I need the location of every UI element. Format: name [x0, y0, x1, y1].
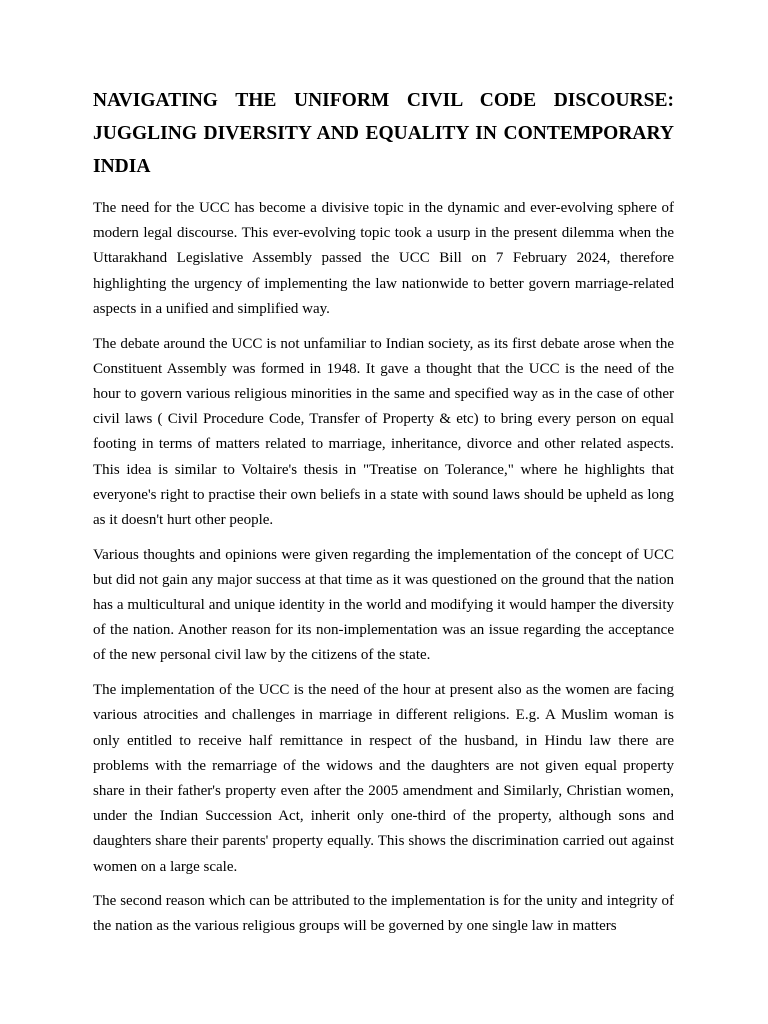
paragraph-5: The second reason which can be attributed to the implementation is for the unity and integrity of the nation as the various religious groups will be governed by one single law in matters	[93, 893, 674, 935]
paragraph-1: The need for the UCC has become a divisive topic in the dynamic and ever-evolving sphere of modern legal discourse. This ever-evolving topic took a usurp in the present dilemma when the Uttarakhand Legislative Assembly passed the UCC Bill on 7 February 2024, therefore highlighting the urgency of implementing the law nationwide to better govern marriage-related aspects in a unified and simplified way.	[93, 200, 674, 317]
document-title: NAVIGATING THE UNIFORM CIVIL CODE DISCOURSE: JUGGLING DIVERSITY AND EQUALITY IN CONTEMPORARY INDIA	[93, 90, 674, 177]
paragraph-4: The implementation of the UCC is the need of the hour at present also as the women are facing various atrocities and challenges in marriage in different religions. E.g. A Muslim woman is only entitled to receive half remittance in respect of the husband, in Hindu law there are problems with the remarriage of the widows and the daughters are not given equal property share in their father's property even after the 2005 amendment and Similarly, Christian women, under the Indian Succession Act, inherit only one-third of the property, although sons and daughters share their parents' property equally. This shows the discrimination carried out against women on a large scale.	[93, 682, 674, 875]
paragraph-2: The debate around the UCC is not unfamiliar to Indian society, as its first debate arose when the Constituent Assembly was formed in 1948. It gave a thought that the UCC is the need of the hour to govern various religious minorities in the same and specified way as in the case of other civil laws ( Civil Procedure Code, Transfer of Property & etc) to bring every person on equal footing in terms of matters related to marriage, inheritance, divorce and other related aspects. This idea is similar to Voltaire's thesis in "Treatise on Tolerance," where he highlights that everyone's right to practise their own beliefs in a state with sound laws should be upheld as long as it doesn't hurt other people.	[93, 335, 674, 528]
document-page	[93, 84, 674, 949]
paragraph-3: Various thoughts and opinions were given regarding the implementation of the concept of UCC but did not gain any major success at that time as it was questioned on the ground that the nation has a multicultural and unique identity in the world and modifying it would hamper the diversity of the nation. Another reason for its non-implementation was an issue regarding the acceptance of the new personal civil law by the citizens of the state.	[93, 546, 674, 664]
